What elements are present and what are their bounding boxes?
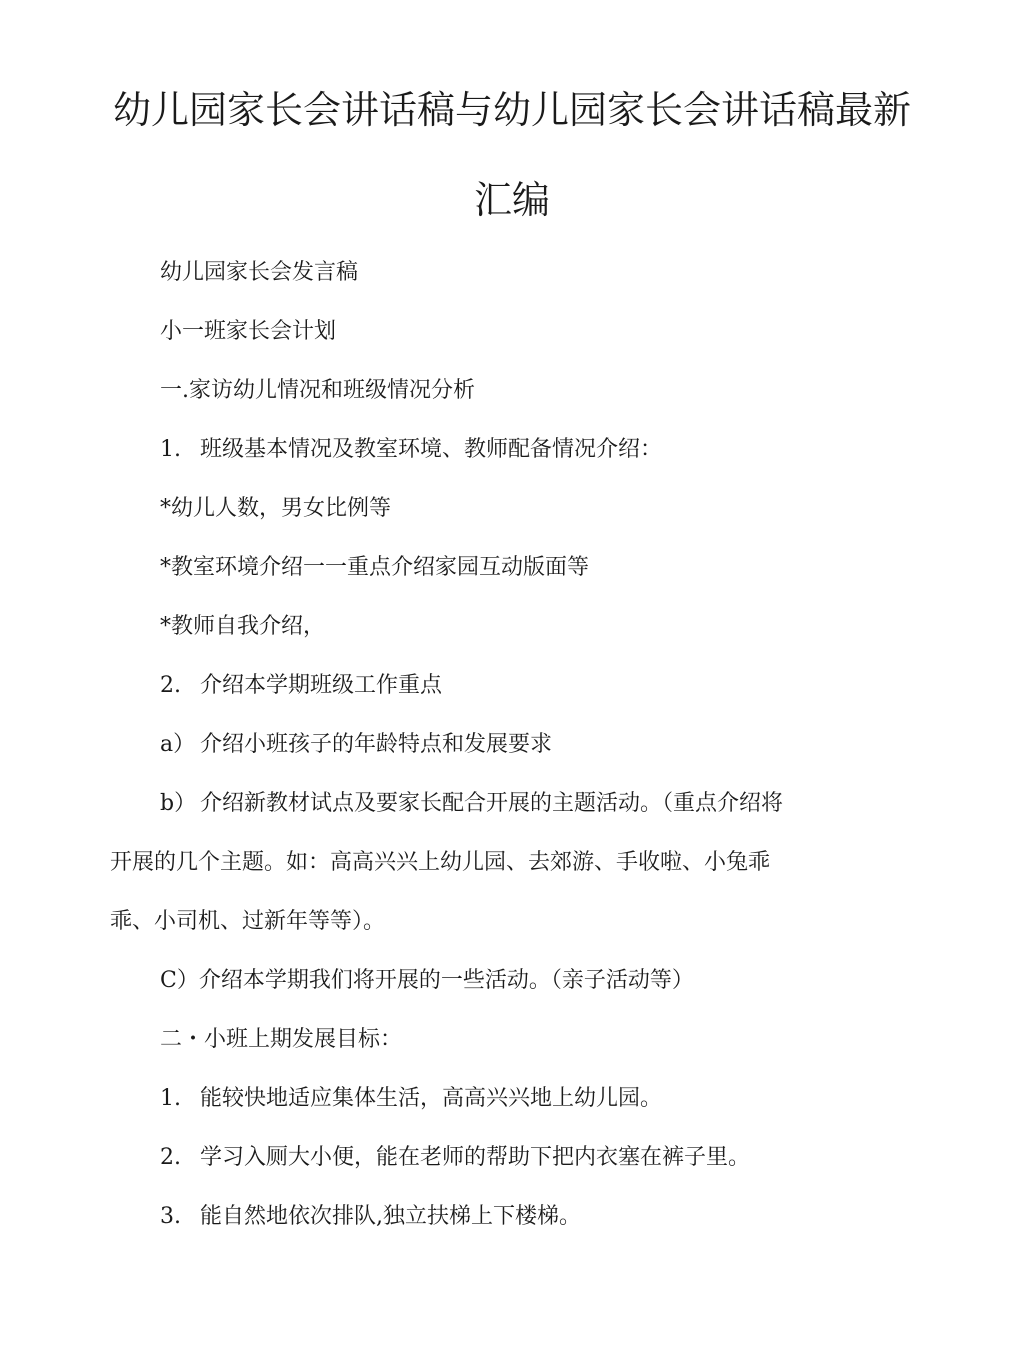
paragraph-continuation-2: 乖、小司机、过新年等等）。 bbox=[110, 909, 386, 934]
list-marker: b） bbox=[160, 791, 197, 816]
list-item-text: 介绍本学期班级工作重点 bbox=[200, 673, 443, 698]
document-title-line-2: 汇编 bbox=[473, 178, 550, 222]
list-item-text: 介绍小班孩子的年龄特点和发展要求 bbox=[200, 732, 553, 757]
list-marker: 1. bbox=[160, 1086, 181, 1111]
paragraph-bullet-teacher: *教师自我介绍， bbox=[160, 614, 326, 639]
list-item-1 bbox=[160, 435, 662, 465]
paragraph-bullet-classroom: *教室环境介绍一一重点介绍家园互动版面等 bbox=[160, 555, 590, 580]
list-item-c: C）介绍本学期我们将开展的一些活动。（亲子活动等） bbox=[160, 968, 694, 993]
list-marker: a） bbox=[160, 732, 196, 757]
list-item-text: 介绍新教材试点及要家长配合开展的主题活动。（重点介绍将 bbox=[200, 791, 784, 816]
goal-item-1 bbox=[160, 1084, 662, 1114]
paragraph-bullet-children: *幼儿人数，男女比例等 bbox=[160, 496, 392, 521]
paragraph-class-plan: 小一班家长会计划 bbox=[160, 319, 337, 344]
paragraph-section-two: 二・小班上期发展目标： bbox=[160, 1027, 403, 1052]
list-item-text: 能自然地依次排队,独立扶梯上下楼梯。 bbox=[200, 1204, 581, 1229]
list-marker: 1. bbox=[160, 437, 181, 462]
paragraph-section-one: 一.家访幼儿情况和班级情况分析 bbox=[160, 378, 475, 403]
goal-item-2 bbox=[160, 1143, 750, 1173]
list-item-a bbox=[160, 730, 552, 760]
goal-item-3 bbox=[160, 1202, 581, 1232]
list-item-text: 学习入厕大小便，能在老师的帮助下把内衣塞在裤子里。 bbox=[200, 1145, 751, 1170]
list-marker: 2. bbox=[160, 673, 181, 698]
list-item-text: 班级基本情况及教室环境、教师配备情况介绍： bbox=[200, 437, 663, 462]
paragraph-speech-heading: 幼儿园家长会发言稿 bbox=[160, 260, 359, 285]
list-item-text: 能较快地适应集体生活，高高兴兴地上幼儿园。 bbox=[200, 1086, 663, 1111]
list-item-2 bbox=[160, 671, 442, 701]
paragraph-continuation-1: 开展的几个主题。如：高高兴兴上幼儿园、去郊游、手收啦、小兔乖 bbox=[110, 850, 771, 875]
document-title-line-1: 幼儿园家长会讲话稿与幼儿园家长会讲话稿最新 bbox=[112, 88, 911, 132]
list-item-b bbox=[160, 789, 783, 819]
list-marker: 2. bbox=[160, 1145, 181, 1170]
list-marker: 3. bbox=[160, 1204, 181, 1229]
